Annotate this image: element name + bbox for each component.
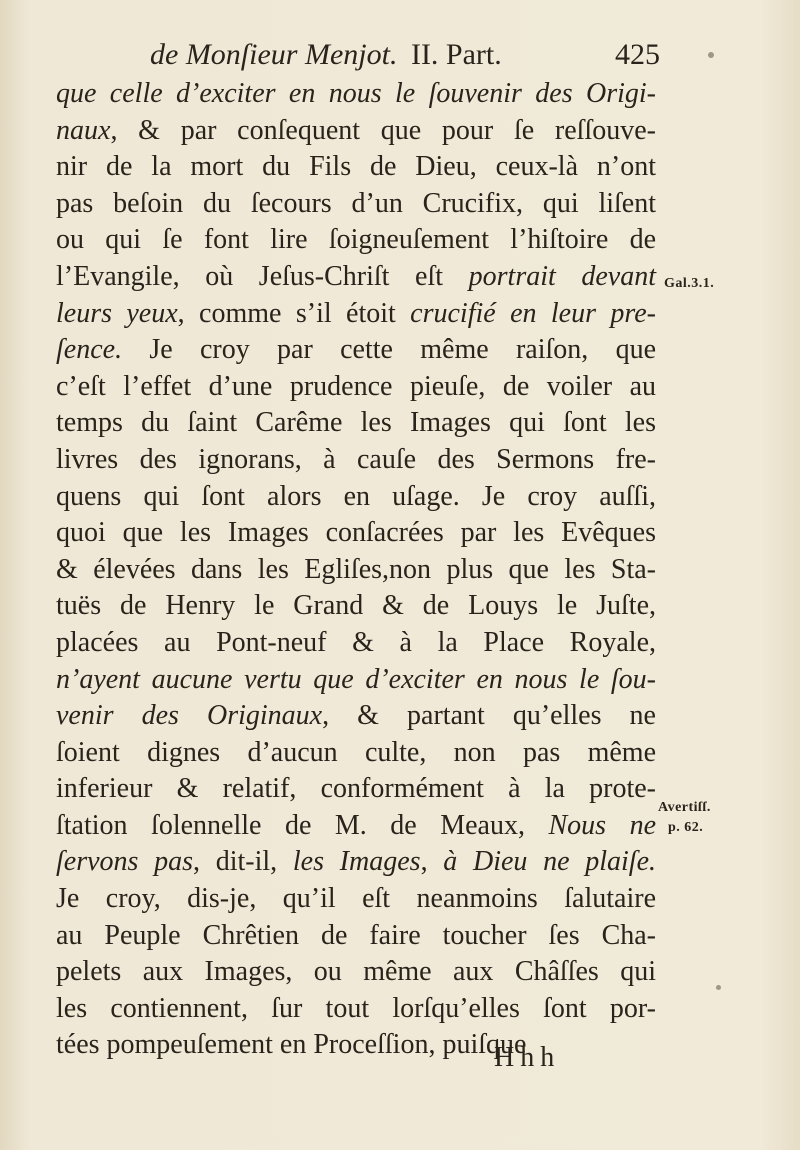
roman-segment: Je croy par cette même raiſon, que bbox=[122, 334, 656, 366]
italic-segment: leurs yeux bbox=[56, 297, 178, 329]
text-line bbox=[56, 332, 656, 369]
text-line bbox=[56, 76, 656, 113]
roman-segment: , comme s’il étoit bbox=[177, 297, 411, 329]
text-line bbox=[56, 954, 656, 991]
italic-segment: venir des Originaux bbox=[56, 700, 323, 732]
text-line bbox=[56, 149, 656, 186]
roman-segment: ſoient dignes d’aucun culte, non pas même bbox=[56, 736, 656, 768]
roman-segment: & élevées dans les Egliſes,non plus que les Sta- bbox=[56, 553, 656, 585]
roman-segment: pelets aux Images, ou même aux Châſſes qui bbox=[56, 956, 656, 988]
italic-segment: crucifié en leur pre- bbox=[410, 297, 656, 329]
page-number: 425 bbox=[615, 38, 660, 71]
roman-segment: Je croy, dis-je, qu’il eſt neanmoins ſalutaire bbox=[56, 883, 656, 915]
roman-segment: ſtation ſolennelle de M. de Meaux, bbox=[56, 809, 549, 841]
part-label: II. Part. bbox=[410, 38, 502, 71]
roman-segment: placées au Pont-neuf & à la Place Royale, bbox=[56, 626, 656, 658]
text-line bbox=[56, 625, 656, 662]
text-line bbox=[56, 881, 656, 918]
text-line bbox=[56, 515, 656, 552]
text-line bbox=[56, 771, 656, 808]
roman-segment: c’eſt l’effet d’une prudence pieuſe, de voiler au bbox=[56, 370, 656, 402]
roman-segment: , & partant qu’elles ne bbox=[322, 700, 656, 732]
text-line bbox=[56, 698, 656, 735]
margin-note-avertissement-page: p. 62. bbox=[668, 820, 704, 835]
text-line bbox=[56, 369, 656, 406]
text-line bbox=[56, 405, 656, 442]
margin-note-galatians: Gal.3.1. bbox=[664, 276, 715, 291]
roman-segment: ou qui ſe font lire ſoigneuſement l’hiſtoire de bbox=[56, 224, 656, 256]
roman-segment: au Peuple Chrêtien de faire toucher ſes Cha- bbox=[56, 919, 656, 951]
body-text bbox=[56, 76, 656, 1064]
ink-speck bbox=[708, 52, 714, 58]
italic-segment: à Dieu ne plaiſe. bbox=[443, 846, 656, 878]
roman-segment: , bbox=[420, 846, 444, 878]
roman-segment: inferieur & relatif, conformément à la prote- bbox=[56, 773, 656, 805]
running-title: de Monſieur Menjot. bbox=[150, 38, 398, 71]
text-line bbox=[56, 808, 656, 845]
roman-segment: , dit-il, bbox=[193, 846, 293, 878]
text-line bbox=[56, 918, 656, 955]
signature-mark: Hhh bbox=[494, 1042, 561, 1073]
text-line bbox=[56, 662, 656, 699]
roman-segment: temps du ſaint Carême les Images qui ſont les bbox=[56, 407, 656, 439]
text-line bbox=[56, 186, 656, 223]
italic-segment: Nous ne bbox=[548, 809, 657, 841]
roman-segment: tées pompeuſement en Proceſſion, puiſque bbox=[56, 1029, 527, 1061]
text-line bbox=[56, 113, 656, 150]
italic-segment: portrait devant bbox=[468, 260, 656, 292]
roman-segment: , & par conſequent que pour ſe reſſouve- bbox=[110, 114, 656, 146]
text-line bbox=[56, 259, 656, 296]
text-line bbox=[56, 552, 656, 589]
italic-segment: les Images bbox=[292, 846, 421, 878]
roman-segment: tuës de Henry le Grand & de Louys le Juſte, bbox=[56, 590, 656, 622]
roman-segment: livres des ignorans, à cauſe des Sermons fre- bbox=[56, 443, 656, 475]
roman-segment: les contiennent, ſur tout lorſqu’elles ſont por- bbox=[56, 992, 656, 1024]
roman-segment: quoi que les Images conſacrées par les Evêques bbox=[56, 517, 656, 549]
text-line bbox=[56, 588, 656, 625]
italic-segment: naux bbox=[56, 114, 111, 146]
text-line bbox=[56, 735, 656, 772]
text-line bbox=[56, 479, 656, 516]
text-line bbox=[56, 296, 656, 333]
roman-segment: pas beſoin du ſecours d’un Crucifix, qui liſent bbox=[56, 187, 656, 219]
text-line bbox=[56, 222, 656, 259]
ink-speck bbox=[716, 985, 721, 990]
italic-segment: ſence. bbox=[56, 334, 123, 366]
text-line bbox=[56, 442, 656, 479]
text-line bbox=[56, 1027, 656, 1064]
italic-segment: n’ayent aucune vertu que d’exciter en nous le ſou- bbox=[56, 663, 656, 695]
text-line bbox=[56, 991, 656, 1028]
running-header bbox=[150, 38, 660, 78]
roman-segment: quens qui ſont alors en uſage. Je croy auſſi, bbox=[56, 480, 656, 512]
margin-note-avertissement: Avertiſſ. bbox=[658, 800, 711, 815]
roman-segment: l’Evangile, où Jeſus-Chriſt eſt bbox=[56, 260, 469, 292]
italic-segment: que celle d’exciter en nous le ſouvenir des Origi- bbox=[56, 78, 656, 109]
italic-segment: ſervons pas bbox=[56, 846, 194, 878]
roman-segment: nir de la mort du Fils de Dieu, ceux-là n’ont bbox=[56, 151, 656, 183]
text-line bbox=[56, 844, 656, 881]
